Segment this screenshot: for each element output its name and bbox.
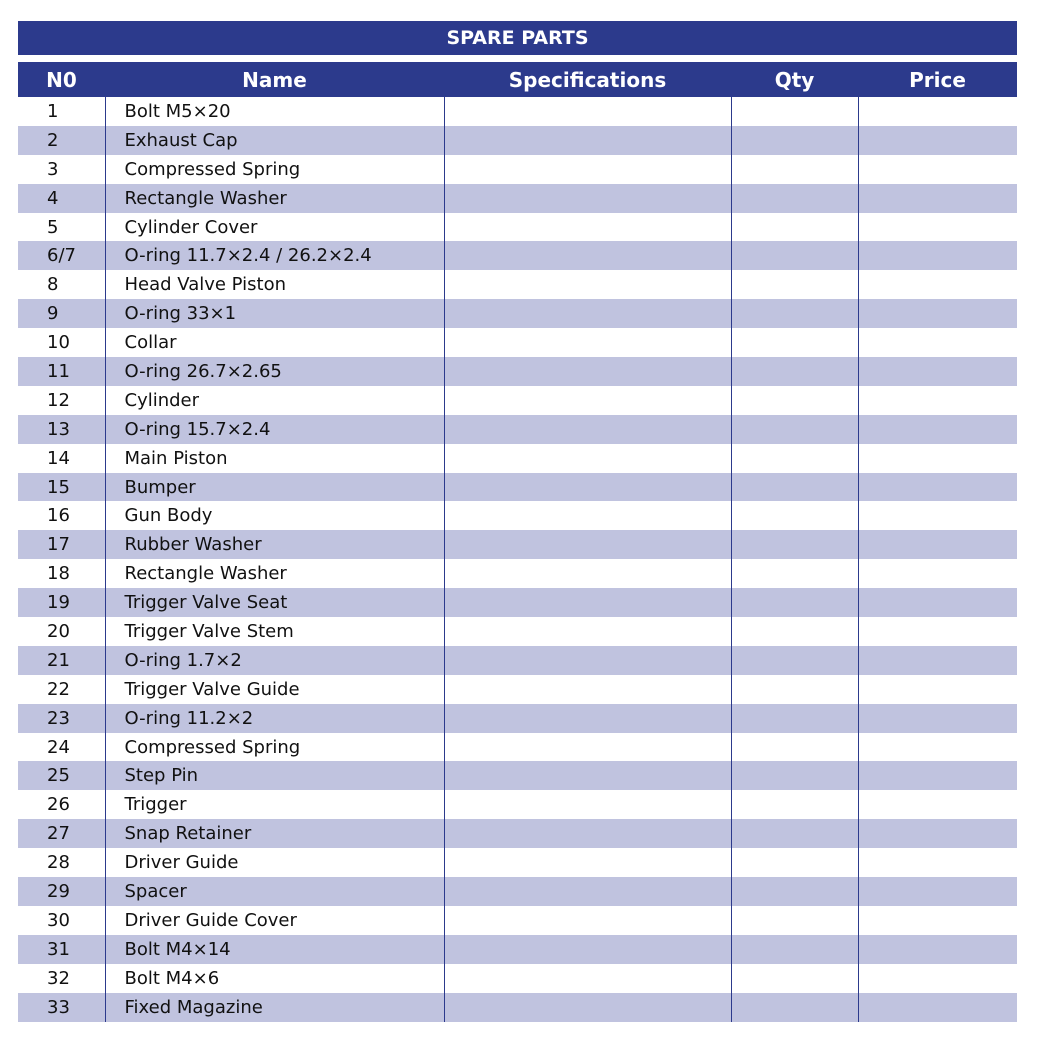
cell-price (858, 473, 1017, 502)
cell-qty (731, 964, 858, 993)
cell-qty (731, 473, 858, 502)
cell-qty (731, 675, 858, 704)
cell-qty (731, 241, 858, 270)
cell-qty (731, 877, 858, 906)
cell-no: 32 (47, 967, 70, 989)
table-row (18, 126, 1017, 155)
cell-no: 10 (47, 332, 70, 354)
cell-name: Trigger Valve Seat (105, 588, 444, 617)
cell-name: O-ring 26.7×2.65 (105, 357, 444, 386)
cell-price (858, 559, 1017, 588)
cell-price (858, 848, 1017, 877)
cell-price (858, 97, 1017, 126)
table-row (18, 964, 1017, 993)
cell-price (858, 155, 1017, 184)
cell-name: Trigger Valve Guide (105, 675, 444, 704)
table-row (18, 357, 1017, 386)
cell-specifications (444, 617, 731, 646)
cell-price (858, 704, 1017, 733)
cell-name: O-ring 15.7×2.4 (105, 415, 444, 444)
cell-price (858, 357, 1017, 386)
cell-no: 5 (47, 216, 59, 238)
cell-name: Step Pin (105, 761, 444, 790)
table-row (18, 270, 1017, 299)
cell-no: 29 (18, 877, 105, 906)
header-row (18, 62, 1017, 97)
spare-parts-table (18, 62, 1017, 1022)
cell-qty (731, 617, 858, 646)
cell-name: Bumper (105, 473, 444, 502)
cell-specifications (444, 848, 731, 877)
cell-qty (731, 444, 858, 473)
cell-name: Driver Guide Cover (105, 906, 444, 935)
cell-specifications (444, 704, 731, 733)
cell-specifications (444, 357, 731, 386)
cell-specifications (444, 213, 731, 242)
cell-no: 3 (47, 158, 59, 180)
cell-name: Gun Body (105, 501, 444, 530)
cell-specifications (444, 733, 731, 762)
cell-name: Fixed Magazine (105, 993, 444, 1022)
cell-qty (731, 328, 858, 357)
table-row (18, 790, 1017, 819)
table-title: SPARE PARTS (18, 21, 1017, 55)
cell-no: 23 (18, 704, 105, 733)
table-row (18, 328, 1017, 357)
cell-price (858, 213, 1017, 242)
cell-no: 6/7 (18, 241, 105, 270)
cell-no: 26 (47, 794, 70, 816)
cell-specifications (444, 906, 731, 935)
cell-no: 1 (47, 100, 59, 122)
cell-name: Rectangle Washer (105, 184, 444, 213)
cell-qty (731, 646, 858, 675)
table-row (18, 848, 1017, 877)
cell-name: Driver Guide (105, 848, 444, 877)
cell-name: O-ring 11.7×2.4 / 26.2×2.4 (105, 241, 444, 270)
cell-qty (731, 761, 858, 790)
cell-specifications (444, 877, 731, 906)
cell-price (858, 270, 1017, 299)
cell-specifications (444, 530, 731, 559)
cell-no: 30 (47, 909, 70, 931)
cell-no: 25 (18, 761, 105, 790)
cell-name: O-ring 1.7×2 (105, 646, 444, 675)
cell-qty (731, 819, 858, 848)
table-row (18, 733, 1017, 762)
cell-no: 11 (18, 357, 105, 386)
table-row (18, 906, 1017, 935)
cell-specifications (444, 184, 731, 213)
cell-no: 33 (18, 993, 105, 1022)
cell-price (858, 386, 1017, 415)
cell-qty (731, 935, 858, 964)
cell-specifications (444, 501, 731, 530)
cell-name: Compressed Spring (105, 155, 444, 184)
cell-specifications (444, 415, 731, 444)
cell-no: 15 (18, 473, 105, 502)
cell-specifications (444, 155, 731, 184)
table-row (18, 501, 1017, 530)
cell-price (858, 444, 1017, 473)
cell-specifications (444, 386, 731, 415)
cell-price (858, 501, 1017, 530)
cell-price (858, 761, 1017, 790)
cell-name: Exhaust Cap (105, 126, 444, 155)
cell-specifications (444, 473, 731, 502)
cell-name: Rubber Washer (105, 530, 444, 559)
table-row (18, 473, 1017, 502)
cell-specifications (444, 646, 731, 675)
cell-name: Collar (105, 328, 444, 357)
cell-qty (731, 357, 858, 386)
cell-specifications (444, 588, 731, 617)
cell-price (858, 819, 1017, 848)
cell-price (858, 126, 1017, 155)
cell-qty (731, 559, 858, 588)
cell-price (858, 299, 1017, 328)
cell-specifications (444, 993, 731, 1022)
table-row (18, 386, 1017, 415)
cell-specifications (444, 328, 731, 357)
cell-name: Main Piston (105, 444, 444, 473)
table-row (18, 935, 1017, 964)
table-row (18, 877, 1017, 906)
cell-no: 8 (47, 274, 59, 296)
cell-qty (731, 386, 858, 415)
cell-price (858, 675, 1017, 704)
cell-name: Spacer (105, 877, 444, 906)
cell-name: Trigger (105, 790, 444, 819)
table-row (18, 241, 1017, 270)
cell-qty (731, 530, 858, 559)
cell-no: 13 (18, 415, 105, 444)
cell-specifications (444, 126, 731, 155)
cell-qty (731, 126, 858, 155)
cell-qty (731, 501, 858, 530)
cell-name: Bolt M4×6 (105, 964, 444, 993)
cell-qty (731, 184, 858, 213)
column-header-name: Name (105, 62, 444, 97)
cell-no: 19 (18, 588, 105, 617)
cell-qty (731, 993, 858, 1022)
cell-no: 14 (47, 447, 70, 469)
cell-price (858, 588, 1017, 617)
cell-name: Bolt M4×14 (105, 935, 444, 964)
table-row (18, 97, 1017, 126)
cell-specifications (444, 299, 731, 328)
cell-qty (731, 588, 858, 617)
cell-name: O-ring 33×1 (105, 299, 444, 328)
table-row (18, 761, 1017, 790)
cell-price (858, 328, 1017, 357)
cell-specifications (444, 935, 731, 964)
cell-price (858, 993, 1017, 1022)
cell-specifications (444, 761, 731, 790)
table-body (18, 97, 1017, 1022)
cell-price (858, 790, 1017, 819)
cell-specifications (444, 97, 731, 126)
cell-specifications (444, 819, 731, 848)
cell-no: 27 (18, 819, 105, 848)
cell-qty (731, 299, 858, 328)
table-row (18, 819, 1017, 848)
cell-price (858, 530, 1017, 559)
cell-name: Head Valve Piston (105, 270, 444, 299)
table-row (18, 704, 1017, 733)
cell-qty (731, 704, 858, 733)
table-row (18, 993, 1017, 1022)
cell-no: 18 (47, 563, 70, 585)
table-row (18, 675, 1017, 704)
cell-name: Trigger Valve Stem (105, 617, 444, 646)
cell-name: Rectangle Washer (105, 559, 444, 588)
cell-qty (731, 415, 858, 444)
cell-price (858, 964, 1017, 993)
cell-no: 17 (18, 530, 105, 559)
cell-no: 22 (47, 678, 70, 700)
table-row (18, 299, 1017, 328)
cell-specifications (444, 790, 731, 819)
cell-price (858, 935, 1017, 964)
cell-no: 21 (18, 646, 105, 675)
cell-price (858, 646, 1017, 675)
cell-no: 12 (47, 389, 70, 411)
cell-no: 9 (18, 299, 105, 328)
column-header-price: Price (858, 62, 1017, 97)
column-header-specifications: Specifications (444, 62, 731, 97)
cell-price (858, 906, 1017, 935)
cell-price (858, 617, 1017, 646)
column-header-qty: Qty (731, 62, 858, 97)
table-row (18, 415, 1017, 444)
cell-no: 31 (18, 935, 105, 964)
cell-name: Snap Retainer (105, 819, 444, 848)
table-row (18, 184, 1017, 213)
table-row (18, 155, 1017, 184)
cell-specifications (444, 675, 731, 704)
cell-specifications (444, 241, 731, 270)
cell-name: Cylinder (105, 386, 444, 415)
table-row (18, 559, 1017, 588)
table-row (18, 530, 1017, 559)
cell-specifications (444, 964, 731, 993)
cell-name: Bolt M5×20 (105, 97, 444, 126)
cell-specifications (444, 270, 731, 299)
cell-qty (731, 97, 858, 126)
cell-no: 4 (18, 184, 105, 213)
title-spacer (18, 55, 1017, 62)
spare-parts-sheet (18, 21, 1017, 1022)
cell-name: Cylinder Cover (105, 213, 444, 242)
cell-price (858, 184, 1017, 213)
cell-no: 24 (47, 736, 70, 758)
cell-specifications (444, 559, 731, 588)
cell-qty (731, 213, 858, 242)
table-row (18, 444, 1017, 473)
cell-qty (731, 270, 858, 299)
cell-qty (731, 733, 858, 762)
cell-qty (731, 906, 858, 935)
cell-name: Compressed Spring (105, 733, 444, 762)
column-header-no: N0 (18, 62, 105, 97)
cell-price (858, 733, 1017, 762)
cell-price (858, 241, 1017, 270)
cell-name: O-ring 11.2×2 (105, 704, 444, 733)
table-row (18, 617, 1017, 646)
table-row (18, 588, 1017, 617)
cell-no: 28 (47, 852, 70, 874)
cell-qty (731, 155, 858, 184)
cell-price (858, 415, 1017, 444)
cell-no: 20 (47, 620, 70, 642)
cell-qty (731, 790, 858, 819)
cell-qty (731, 848, 858, 877)
cell-specifications (444, 444, 731, 473)
cell-no: 16 (47, 505, 70, 527)
table-row (18, 213, 1017, 242)
table-row (18, 646, 1017, 675)
cell-no: 2 (18, 126, 105, 155)
cell-price (858, 877, 1017, 906)
